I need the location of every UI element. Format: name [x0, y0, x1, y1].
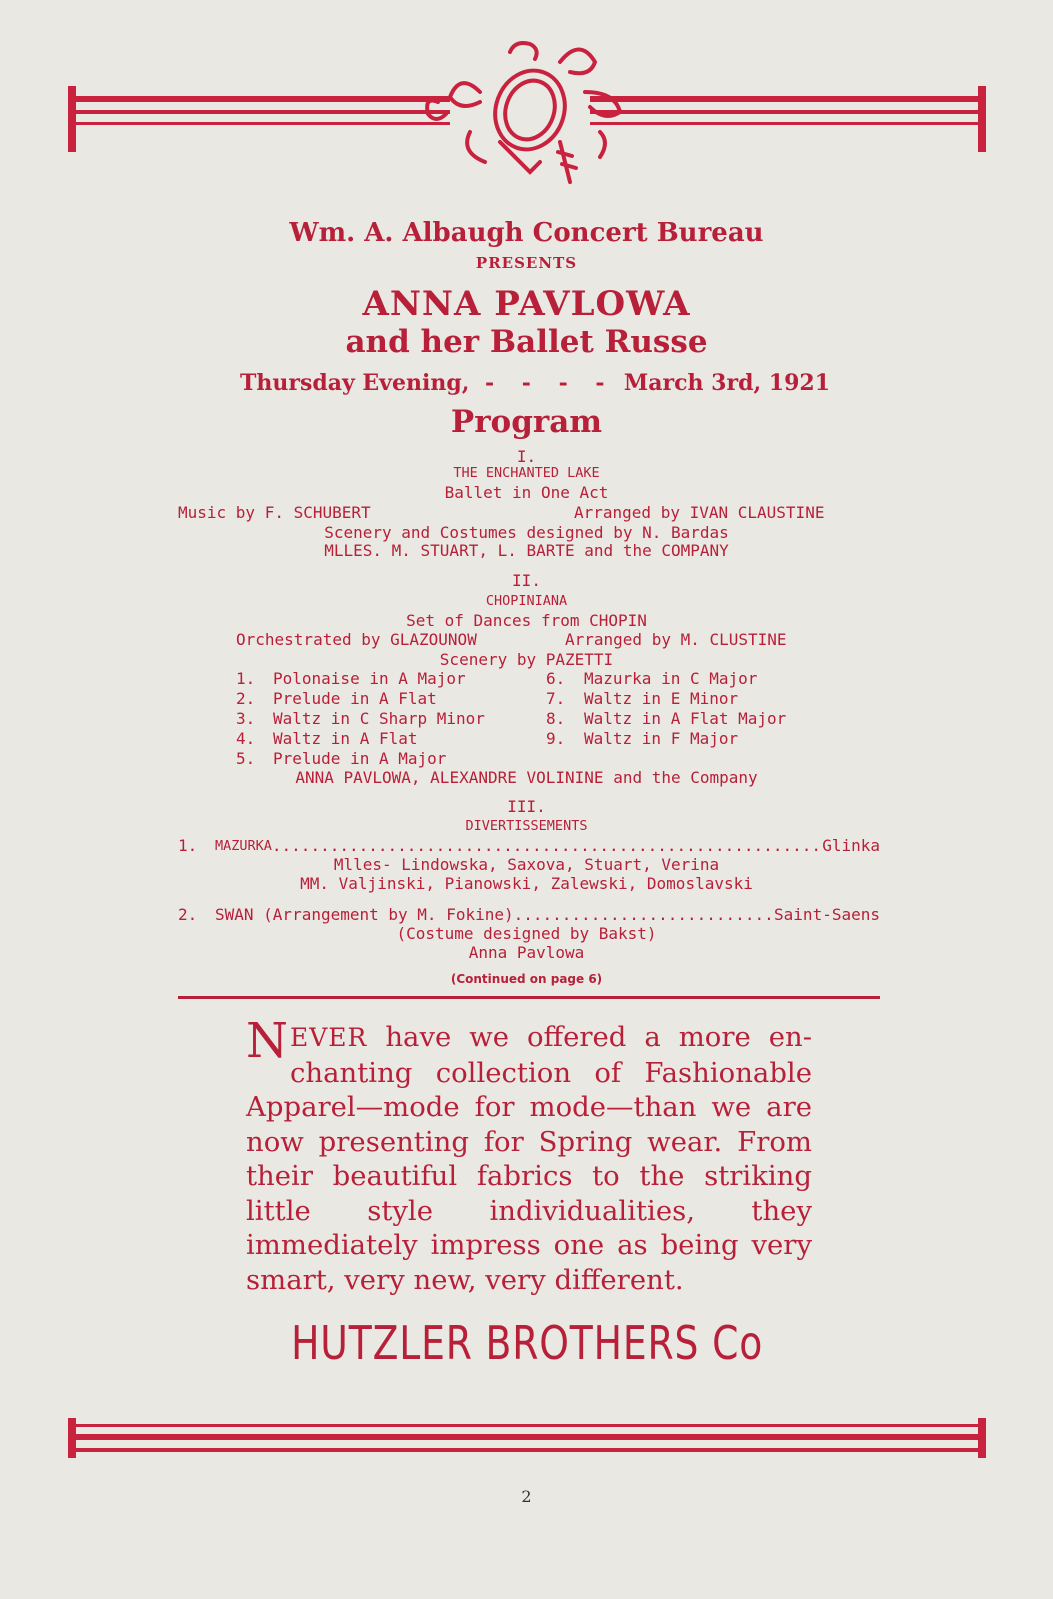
part1-numeral: I.: [516, 447, 537, 466]
star-name: ANNA PAVLOWA: [362, 284, 691, 324]
dance-name: Waltz in F Major: [584, 729, 739, 748]
dance-number: 6.: [546, 669, 566, 688]
mazurka-cast-mlles: Mlles- Lindowska, Saxova, Stuart, Verina: [333, 855, 720, 874]
swan-costume: (Costume designed by Bakst): [396, 924, 657, 943]
page-number: 2: [521, 1487, 532, 1506]
part2-cast: ANNA PAVLOWA, ALEXANDRE VOLININE and the Company: [295, 768, 758, 787]
dance-number: 9.: [546, 729, 566, 748]
top-border-post: [978, 86, 986, 152]
dance-name: Waltz in E Minor: [584, 689, 739, 708]
dance-name: Prelude in A Flat: [273, 689, 437, 708]
bottom-border-bar: [68, 1424, 986, 1427]
part1-title: THE ENCHANTED LAKE: [453, 465, 600, 481]
item-name: MAZURKA: [215, 838, 272, 854]
part3-title: DIVERTISSEMENTS: [465, 818, 588, 834]
part2-numeral: II.: [512, 571, 541, 590]
dance-name: Prelude in A Major: [273, 749, 447, 768]
part2-arranged: Arranged by M. CLUSTINE: [565, 630, 787, 649]
presents-label: PRESENTS: [475, 254, 578, 272]
continued-note: (Continued on page 6): [450, 972, 603, 986]
item-composer: Glinka: [822, 836, 880, 855]
performance-day: Thursday Evening,: [240, 370, 470, 396]
part1-subtitle: Ballet in One Act: [444, 483, 609, 502]
dance-name: Waltz in C Sharp Minor: [273, 709, 485, 728]
part2-title: CHOPINIANA: [485, 593, 568, 609]
item-number: 2.: [178, 905, 198, 924]
part1-scenery: Scenery and Costumes designed by N. Bardas: [324, 523, 729, 542]
item-composer: Saint-Saens: [774, 905, 880, 924]
performance-date-line: [240, 370, 830, 396]
drop-cap: N: [246, 1013, 288, 1069]
swan-cast: Anna Pavlowa: [468, 943, 585, 962]
bottom-border-bar: [68, 1448, 986, 1452]
part1-cast: MLLES. M. STUART, L. BARTE and the COMPANY: [324, 541, 729, 560]
instruments-ornament-icon: [410, 32, 630, 192]
dance-name: Mazurka in C Major: [584, 669, 758, 688]
bottom-border-post: [68, 1418, 76, 1458]
bureau-name: Wm. A. Albaugh Concert Bureau: [289, 218, 764, 248]
dance-name: Waltz in A Flat Major: [584, 709, 787, 728]
company-name: and her Ballet Russe: [345, 324, 708, 360]
dance-number: 2.: [236, 689, 256, 708]
item-number: 1.: [178, 836, 198, 855]
date-dots: - - - -: [485, 370, 615, 396]
divertissement-row: [178, 836, 880, 855]
dance-number: 3.: [236, 709, 256, 728]
dance-number: 4.: [236, 729, 256, 748]
item-name: SWAN (Arrangement by M. Fokine): [215, 905, 514, 924]
mazurka-cast-mm: MM. Valjinski, Pianowski, Zalewski, Domoslavski: [300, 874, 753, 893]
bottom-border-bar: [68, 1434, 986, 1440]
top-border-post: [68, 86, 76, 152]
dance-name: Waltz in A Flat: [273, 729, 418, 748]
advertisement-body: have we offered a more en- chanting collection of Fashionable Apparel—mode for mode—than we are now presenting for Spring wear. From their beautiful fabrics to the striking little style individualities, they immediately impress one as being very smart, very new, very different.: [246, 1021, 812, 1296]
firm-logo: HUTZLER BROTHERS Co: [291, 1316, 764, 1370]
leader-dots: [272, 836, 822, 855]
divertissement-row: [178, 905, 880, 924]
dance-number: 5.: [236, 749, 256, 768]
part2-scenery: Scenery by PAZETTI: [439, 650, 614, 669]
bottom-border-post: [978, 1418, 986, 1458]
part2-subtitle: Set of Dances from CHOPIN: [406, 611, 647, 630]
advertisement-text: [246, 1013, 812, 1297]
dance-number: 8.: [546, 709, 566, 728]
dance-name: Polonaise in A Major: [273, 669, 466, 688]
part2-orchestrated: Orchestrated by GLAZOUNOW: [236, 630, 477, 649]
part3-numeral: III.: [507, 797, 546, 816]
section-divider: [178, 996, 880, 999]
dance-number: 7.: [546, 689, 566, 708]
leader-dots: [514, 905, 774, 924]
part1-arranged: Arranged by IVAN CLAUSTINE: [574, 503, 825, 522]
program-title: Program: [450, 404, 603, 440]
performance-date: March 3rd, 1921: [623, 370, 830, 396]
dance-number: 1.: [236, 669, 256, 688]
drop-cap-word: EVER: [290, 1023, 368, 1052]
part1-music: Music by F. SCHUBERT: [178, 503, 371, 522]
